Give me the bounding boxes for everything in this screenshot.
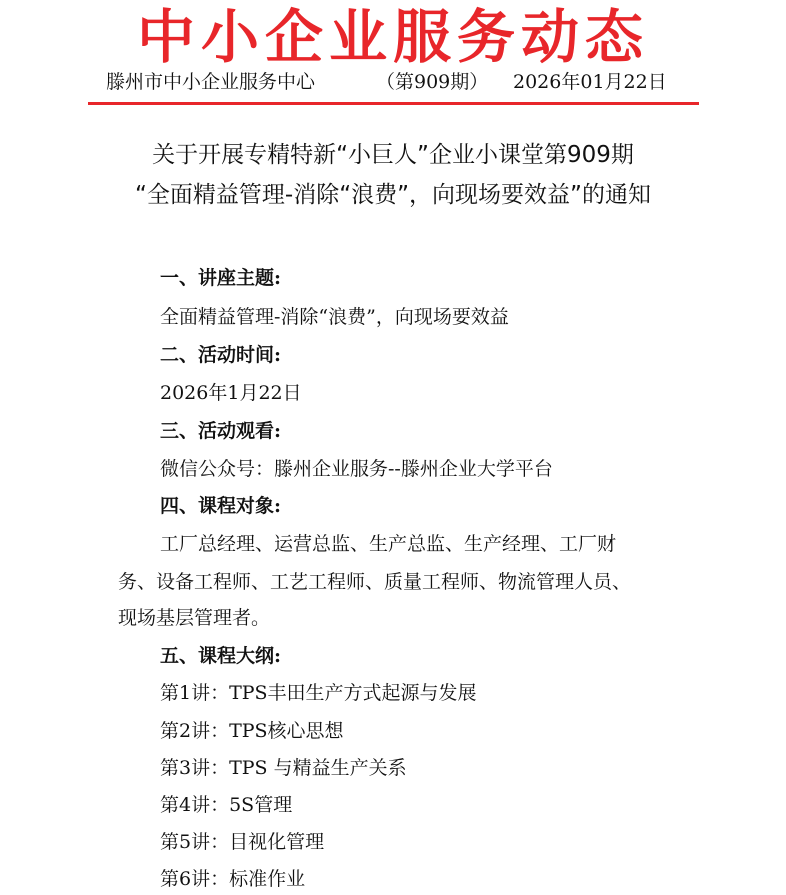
topic-heading: 一、讲座主题: <box>160 267 282 289</box>
notice-title-line-1: 关于开展专精特新“小巨人”企业小课堂第909期 <box>152 142 634 168</box>
time-text: 2026年1月22日 <box>160 382 302 404</box>
issue-date: 2026年01月22日 <box>513 71 667 93</box>
masthead-title: 中小企业服务动态 <box>136 3 649 71</box>
time-heading: 二、活动时间: <box>160 344 282 366</box>
outline-item: 第2讲：TPS核心思想 <box>160 720 344 742</box>
watch-heading: 三、活动观看: <box>160 420 282 442</box>
outline-item: 第6讲：标准作业 <box>160 868 306 890</box>
audience-text-line-2: 务、设备工程师、工艺工程师、质量工程师、物流管理人员、 <box>118 571 632 593</box>
audience-heading: 四、课程对象: <box>160 495 282 517</box>
audience-text-line-3: 现场基层管理者。 <box>118 607 271 629</box>
issue-info-line <box>96 68 696 96</box>
issuing-organization: 滕州市中小企业服务中心 <box>106 71 316 93</box>
outline-heading: 五、课程大纲: <box>160 645 282 667</box>
red-divider <box>88 102 699 105</box>
topic-text: 全面精益管理-消除“浪费”，向现场要效益 <box>160 306 509 328</box>
issue-number: （第909期） <box>376 71 489 93</box>
outline-item: 第3讲：TPS 与精益生产关系 <box>160 757 407 779</box>
outline-item: 第1讲：TPS丰田生产方式起源与发展 <box>160 682 477 704</box>
outline-item: 第4讲：5S管理 <box>160 794 293 816</box>
audience-text-line-1: 工厂总经理、运营总监、生产总监、生产经理、工厂财 <box>160 533 617 555</box>
outline-item: 第5讲：目视化管理 <box>160 831 325 853</box>
watch-text: 微信公众号：滕州企业服务--滕州企业大学平台 <box>160 458 553 480</box>
notice-title-line-2: “全面精益管理-消除“浪费”，向现场要效益”的通知 <box>135 182 651 208</box>
